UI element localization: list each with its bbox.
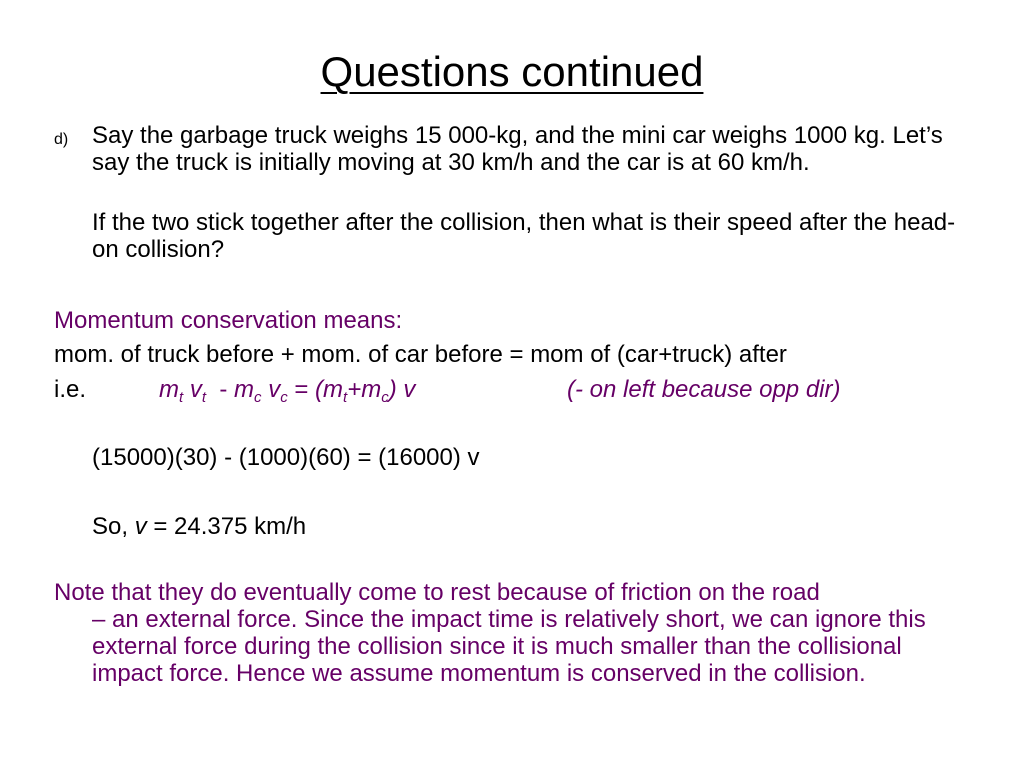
eq-minus: - [212,376,235,403]
eq-mass-truck: m [159,376,179,403]
answer-prefix: So, [92,513,135,540]
eq-velocity-car: v [268,376,281,403]
eq-sub: c [280,389,288,406]
numeric-equation: (15000)(30) - (1000)(60) = (16000) v [92,444,480,471]
closing-note-first-line: Note that they do eventually come to rest because of friction on the road [54,579,820,606]
eq-combined-plus: +m [347,376,382,403]
question-followup: If the two stick together after the collision, then what is their speed after the head-on collision? [92,209,956,263]
momentum-equation [159,375,415,405]
eq-sub: c [381,389,389,406]
answer-line [92,512,306,542]
eq-combined-close: ) v [388,376,416,403]
eq-sub: t [343,389,348,406]
conservation-heading: Momentum conservation means: [54,307,403,334]
equation-note: (- on left because opp dir) [567,376,841,403]
slide-title: Questions continued [320,48,704,95]
question-text: Say the garbage truck weighs 15 000-kg, and the mini car weighs 1000 kg. Let’s say the truck is initially moving at 30 km/h and the car is at 60 km/h. [92,122,943,176]
closing-note [54,579,974,687]
eq-sub: t [179,389,184,406]
eq-velocity-truck: v [189,376,202,403]
eq-sub: c [254,389,262,406]
answer-variable: v [134,513,147,540]
eq-equals: = [287,376,316,403]
eq-combined-open: (m [315,376,344,403]
question-marker: d) [54,131,69,148]
conservation-statement: mom. of truck before + mom. of car before = mom of (car+truck) after [54,341,787,368]
closing-note-rest: – an external force. Since the impact time is relatively short, we can ignore this external force during the collision since it is much smaller than the collisional impact force. Hence we assume momentum is conserved in the collision. [92,606,926,687]
ie-label: i.e. [54,376,87,403]
answer-value: = 24.375 km/h [146,513,307,540]
eq-mass-car: m [234,376,255,403]
eq-sub: t [201,389,207,406]
